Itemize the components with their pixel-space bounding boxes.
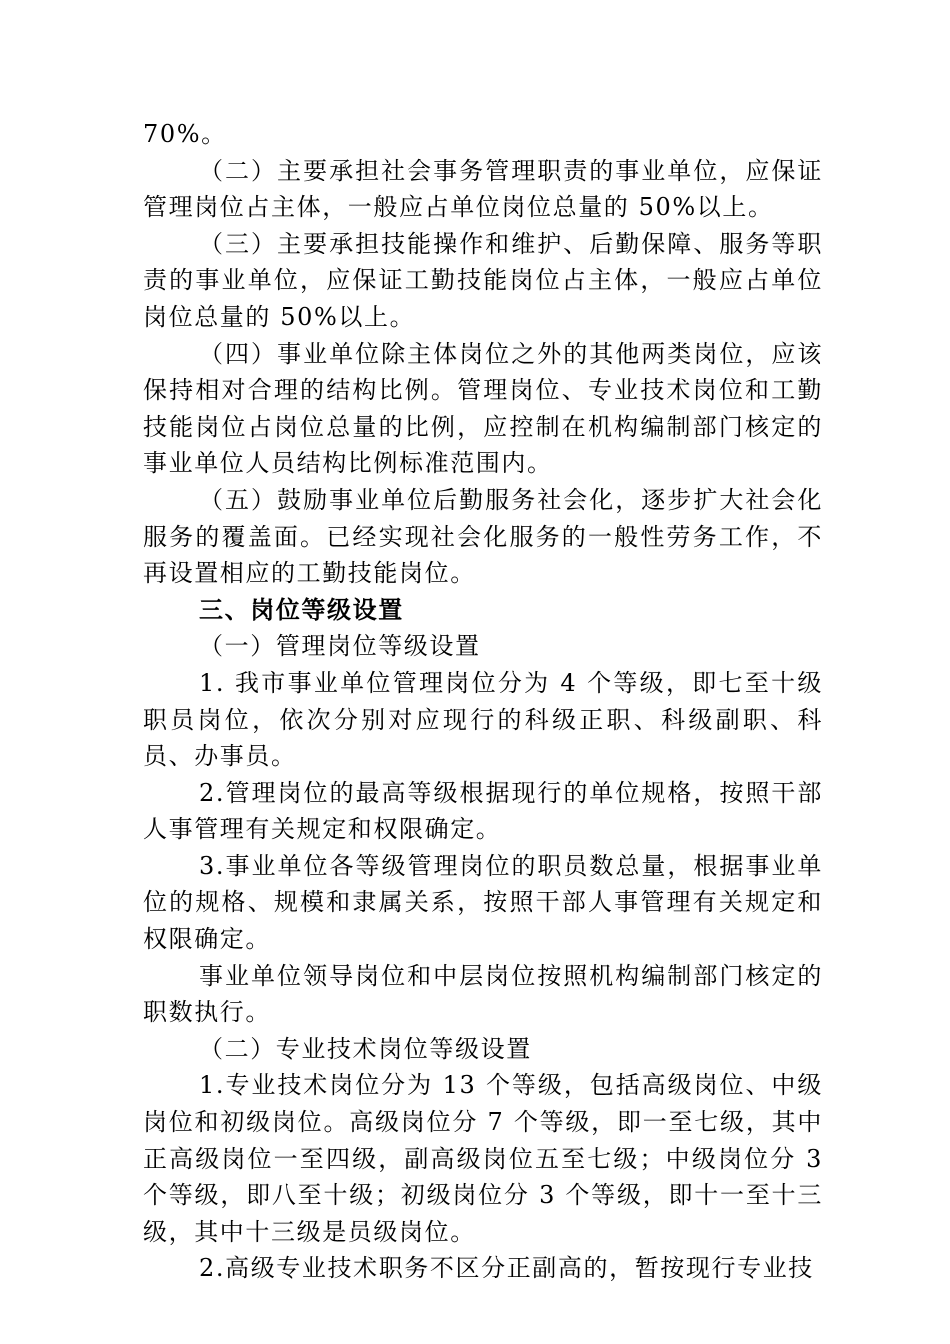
paragraph-item-3: （三）主要承担技能操作和维护、后勤保障、服务等职责的事业单位，应保证工勤技能岗位占主体，一般应占单位岗位总量的 50%以上。 [143, 229, 823, 331]
document-body [143, 116, 823, 1287]
paragraph-leadership: 事业单位领导岗位和中层岗位按照机构编制部门核定的职数执行。 [143, 961, 823, 1027]
subsection-heading-technical: （二）专业技术岗位等级设置 [199, 1034, 532, 1063]
paragraph-continuation: 70%。 [143, 120, 227, 148]
paragraph-management-3: 3.事业单位各等级管理岗位的职员数总量，根据事业单位的规格、规模和隶属关系，按照干部人事管理有关规定和权限确定。 [143, 851, 823, 954]
paragraph-item-4: （四）事业单位除主体岗位之外的其他两类岗位，应该保持相对合理的结构比例。管理岗位、专业技术岗位和工勤技能岗位占岗位总量的比例，应控制在机构编制部门核定的事业单位人员结构比例标准范围内。 [143, 339, 823, 478]
paragraph-item-5: （五）鼓励事业单位后勤服务社会化，逐步扩大社会化服务的覆盖面。已经实现社会化服务的一般性劳务工作，不再设置相应的工勤技能岗位。 [143, 485, 823, 588]
paragraph-management-2: 2.管理岗位的最高等级根据现行的单位规格，按照干部人事管理有关规定和权限确定。 [143, 778, 823, 844]
section-heading: 三、岗位等级设置 [199, 595, 404, 624]
subsection-heading-management: （一）管理岗位等级设置 [199, 632, 481, 661]
paragraph-technical-1: 1.专业技术岗位分为 13 个等级，包括高级岗位、中级岗位和初级岗位。高级岗位分 7 个等级，即一至七级，其中正高级岗位一至四级，副高级岗位五至七级；中级岗位分 3 个等级，即八至十级；初级岗位分 3 个等级，即十一至十三级，其中十三级是员级岗位。 [143, 1071, 823, 1246]
paragraph-technical-2: 2.高级专业技术职务不区分正副高的，暂按现行专业技 [199, 1254, 814, 1283]
paragraph-item-2: （二）主要承担社会事务管理职责的事业单位，应保证管理岗位占主体，一般应占单位岗位总量的 50%以上。 [143, 156, 823, 222]
paragraph-management-1: 1. 我市事业单位管理岗位分为 4 个等级，即七至十级职员岗位，依次分别对应现行的科级正职、科级副职、科员、办事员。 [143, 668, 823, 771]
